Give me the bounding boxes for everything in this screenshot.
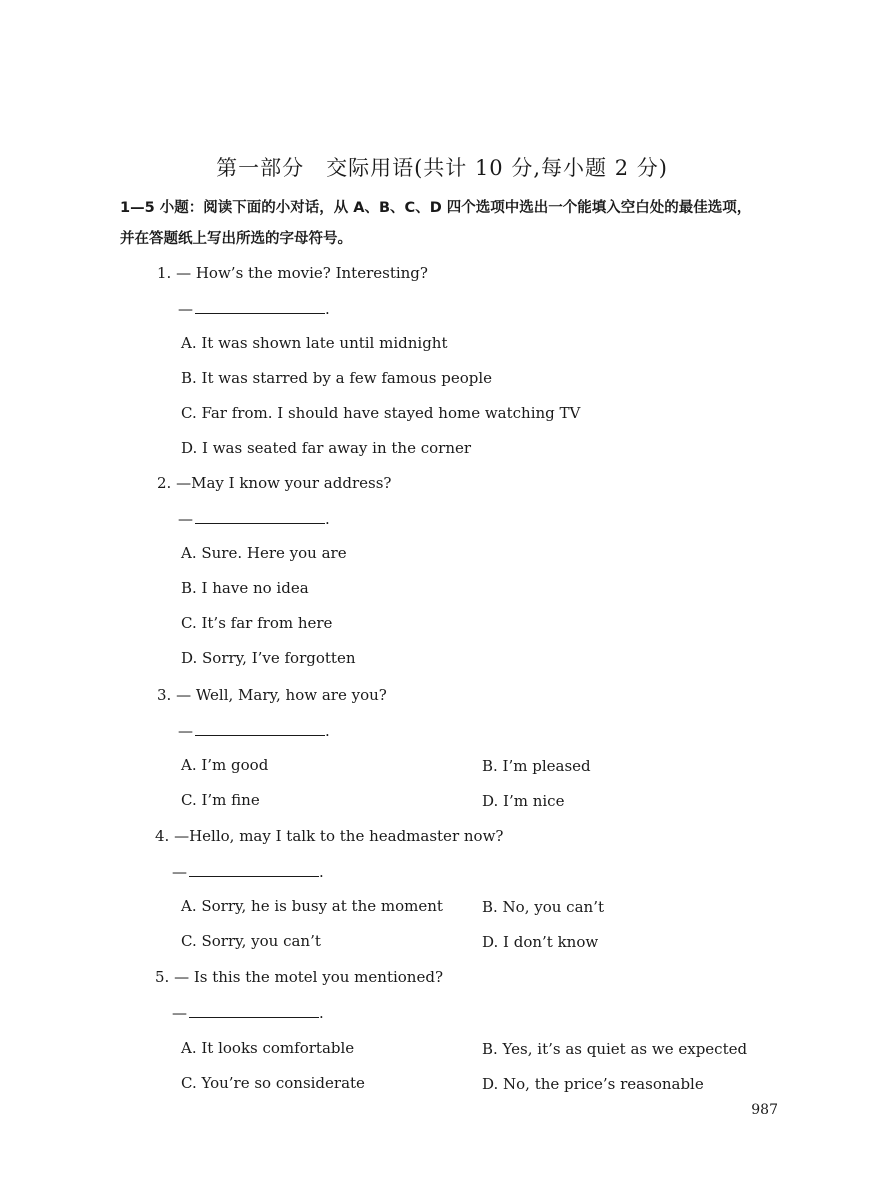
question-5-option-c[interactable]: C. You’re so considerate [181, 1074, 365, 1092]
blank-dash: — [172, 1004, 187, 1022]
blank-dash: — [178, 300, 193, 318]
question-4-stem: 4. —Hello, may I talk to the headmaster now? [155, 827, 504, 845]
blank-period: . [319, 863, 324, 881]
question-1-option-a[interactable]: A. It was shown late until midnight [181, 334, 448, 352]
instruction-line-1: 1—5 小题：阅读下面的小对话，从 A、B、C、D 四个选项中选出一个能填入空白处的最佳选项， [120, 200, 752, 216]
question-5-option-d[interactable]: D. No, the price’s reasonable [482, 1075, 704, 1093]
blank-line [195, 299, 325, 314]
blank-dash: — [172, 863, 187, 881]
instruction-line-2: 并在答题纸上写出所选的字母符号。 [120, 231, 352, 247]
blank-line [195, 509, 325, 524]
question-2-option-d[interactable]: D. Sorry, I’ve forgotten [181, 649, 356, 667]
blank-line [189, 862, 319, 877]
question-5-answer-blank[interactable] [172, 1003, 324, 1022]
question-4-option-b[interactable]: B. No, you can’t [482, 898, 604, 916]
question-2-option-a[interactable]: A. Sure. Here you are [181, 544, 347, 562]
question-4-option-a[interactable]: A. Sorry, he is busy at the moment [181, 897, 443, 915]
question-3-stem: 3. — Well, Mary, how are you? [157, 686, 387, 704]
blank-period: . [319, 1004, 324, 1022]
question-4-answer-blank[interactable] [172, 862, 324, 881]
question-3-option-d[interactable]: D. I’m nice [482, 792, 565, 810]
question-2-stem: 2. —May I know your address? [157, 474, 392, 492]
blank-period: . [325, 510, 330, 528]
section-title: 第一部分 交际用语(共计 10 分,每小题 2 分) [216, 156, 668, 180]
blank-dash: — [178, 722, 193, 740]
question-1-option-d[interactable]: D. I was seated far away in the corner [181, 439, 472, 457]
question-3-answer-blank[interactable] [178, 721, 330, 740]
question-3-option-b[interactable]: B. I’m pleased [482, 757, 591, 775]
blank-period: . [325, 722, 330, 740]
blank-period: . [325, 300, 330, 318]
question-2-answer-blank[interactable] [178, 509, 330, 528]
blank-line [189, 1003, 319, 1018]
question-1-answer-blank[interactable] [178, 299, 330, 318]
question-4-option-d[interactable]: D. I don’t know [482, 933, 599, 951]
question-2-option-b[interactable]: B. I have no idea [181, 579, 309, 597]
question-1-option-c[interactable]: C. Far from. I should have stayed home watching TV [181, 404, 581, 422]
question-3-option-a[interactable]: A. I’m good [181, 756, 269, 774]
question-1-option-b[interactable]: B. It was starred by a few famous people [181, 369, 493, 387]
question-3-option-c[interactable]: C. I’m fine [181, 791, 260, 809]
question-2-option-c[interactable]: C. It’s far from here [181, 614, 333, 632]
question-1-stem: 1. — How’s the movie? Interesting? [157, 264, 428, 282]
blank-line [195, 721, 325, 736]
blank-dash: — [178, 510, 193, 528]
instructions [120, 193, 810, 255]
question-5-option-a[interactable]: A. It looks comfortable [181, 1039, 355, 1057]
page-number: 987 [751, 1102, 778, 1118]
question-5-stem: 5. — Is this the motel you mentioned? [155, 968, 443, 986]
question-5-option-b[interactable]: B. Yes, it’s as quiet as we expected [482, 1040, 748, 1058]
question-4-option-c[interactable]: C. Sorry, you can’t [181, 932, 321, 950]
